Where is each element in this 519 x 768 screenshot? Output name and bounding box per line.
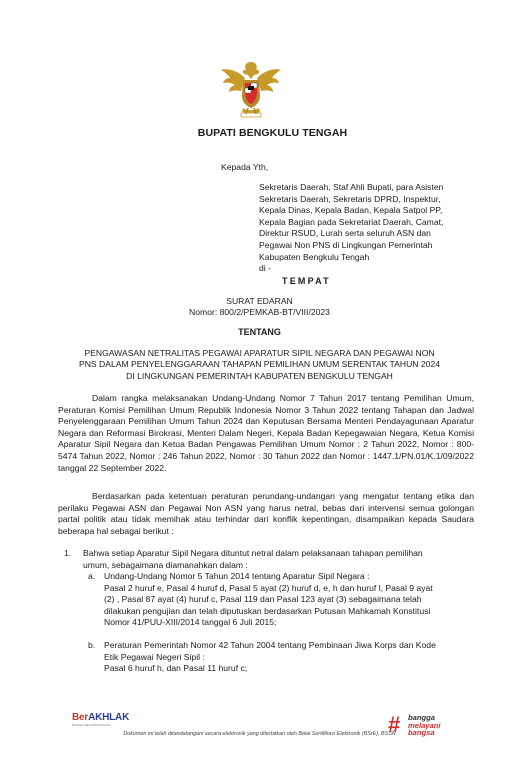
addressee-line: Kabupaten Bengkulu Tengah (259, 251, 370, 262)
addressee-line: Sekretaris Daerah, Staf Ahli Bupati, para Asisten (259, 182, 444, 192)
addressee-line: Sekretaris Daerah, Sekretaris DPRD, Inspektur, (259, 193, 441, 204)
subject-heading: TENTANG (238, 327, 281, 337)
hashtag-icon: # (388, 712, 401, 737)
sublist-line: Undang-Undang Nomor 5 Tahun 2014 tentang Aparatur Sipil Negara : (104, 571, 370, 581)
berakhlak-wordmark: BerAKHLAK (72, 712, 130, 723)
addressee-line: di - (259, 263, 271, 274)
addressee-line: Pegawai Non PNS di Lingkungan Pemerintah (259, 239, 433, 250)
addressee-line: Direktur RSUD, Lurah serta seluruh ASN dan (259, 228, 431, 239)
body-paragraph: Dalam rangka melaksanakan Undang-Undang Nomor 7 Tahun 2017 tentang Pemilihan Umum, Peraturan Komisi Pemilihan Umum Republik Indonesia Nomor 3 Tahun 2022 tentang Tahapan dan Jadwal Penyelenggaraan Pemilihan Umum Tahun 2024 dan Keputusan Bersama Menteri Pendayagunaan Aparatur Negara dan Reformasi Birokrasi, Menteri Dalam Negeri, Kepala Badan Kepegawaian Negara, Ketua Komisi Aparatur Sipil Negara dan Ketua Badan Pengawas Pemilihan Umum Nomor : 2 Tahun 2022, Nomor : 800-5474 Tahun 2022, Nomor : 246 Tahun 2022, Nomor : 30 Tahun 2022 dan Nomor : 1447.1/PN.01/K.1/09/2022 tanggal 22 September 2022. (58, 393, 474, 473)
logo-word: bangga (408, 713, 436, 722)
garuda-emblem-icon (219, 56, 283, 120)
letterhead-title: BUPATI BENGKULU TENGAH (197, 127, 348, 139)
sublist-line: dilakukan pengujian dan telah diputuskan berdasarkan Putusan Mahkamah Konstitusi (104, 605, 431, 616)
berakhlak-tagline: BANGGA MELAYANI BANGSA (72, 723, 111, 727)
subject-line: PNS DALAM PENYELENGGARAAN TAHAPAN PEMILIHAN UMUM SERENTAK TAHUN 2024 (78, 359, 441, 370)
list-number: 1. (64, 548, 72, 558)
bangga-melayani-bangsa-logo (388, 712, 458, 742)
sublist-line: (2) , Pasal 87 ayat (4) huruf c, Pasal 119 dan Pasal 123 ayat (3) sebagaimana telah (104, 594, 422, 605)
subject-line: PENGAWASAN NETRALITAS PEGAWAI APARATUR SIPIL NEGARA DAN PEGAWAI NON (84, 348, 435, 358)
document-number: Nomor: 800/2/PEMKAB-BT/VIII/2023 (189, 307, 330, 317)
list-item-line: umum, sebagaimana diamanahkan dalam : (83, 559, 248, 570)
sublist-line: Nomor 41/PUU-XIII/2014 tanggal 6 Juli 2015; (104, 617, 277, 628)
berakhlak-logo (72, 712, 136, 727)
sublist-line: Peraturan Pemerintah Nomor 42 Tahun 2004 tentang Pembinaan Jiwa Korps dan Kode (104, 640, 436, 650)
salutation: Kepada Yth, (221, 162, 269, 172)
list-item-line: Bahwa setiap Aparatur Sipil Negara dituntut netral dalam pelaksanaan tahapan pemilihan (83, 548, 423, 558)
sublist-line: Pasal 6 huruf h, dan Pasal 11 huruf c; (104, 663, 248, 674)
e-signature-note: Dokumen ini telah ditandatangani secara elektronik yang diterbitkan oleh Balai Sertifikasi Elektronik (BSrE), BSSN (123, 731, 396, 737)
sublist-label-a: a. (88, 571, 96, 581)
sublist-label-b: b. (88, 640, 96, 650)
sublist-item-a (104, 571, 433, 629)
sublist-item-b (104, 640, 436, 675)
place-heading: TEMPAT (282, 276, 331, 286)
addressee-line: Kepala Bagian pada Sekretariat Daerah, Camat, (259, 216, 444, 227)
list-item-text (83, 548, 423, 571)
addressee-line: Kepala Dinas, Kepala Badan, Kepala Satpol PP, (259, 205, 443, 216)
logo-word: melayani (408, 720, 441, 730)
logo-word: bangsa (408, 728, 435, 738)
sublist-line: Pasal 2 huruf e, Pasal 4 huruf d, Pasal 5 ayat (2) huruf d, e, h dan huruf l, Pasal 9 ayat (104, 582, 433, 593)
subject-block (0, 348, 519, 382)
sublist-line: Etik Pegawai Negeri Sipil : (104, 651, 205, 662)
addressee-block (259, 182, 443, 275)
document-type: SURAT EDARAN (226, 296, 293, 306)
body-paragraph: Berdasarkan pada ketentuan peraturan perundang-undangan yang mengatur tentang etika dan perilaku Pegawai ASN dan Pegawai Non ASN yang harus netral, bebas dari intervensi semua golongan partai politik atau tidak memihak atau terhindar dari konflik kepentingan, disampaikan kepada Saudara beberapa hal sebagai berikut : (58, 491, 474, 536)
subject-line: DI LINGKUNGAN PEMERINTAH KABUPATEN BENGKULU TENGAH (126, 370, 393, 381)
